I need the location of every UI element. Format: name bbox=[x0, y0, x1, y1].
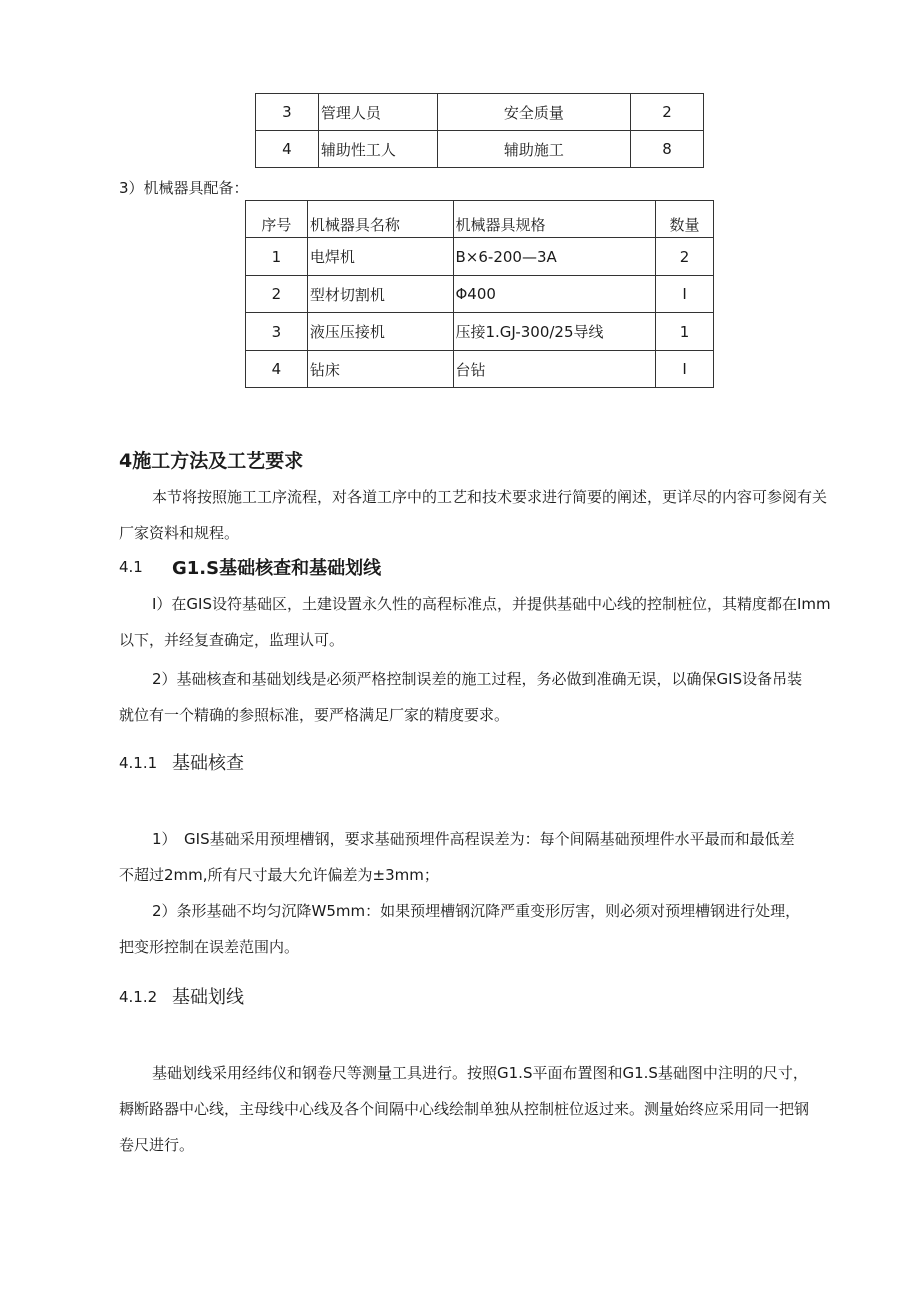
section-4-intro-line2: 厂家资料和规程。 bbox=[119, 524, 240, 542]
section-4-1-2-p1-line3: 卷尺进行。 bbox=[119, 1136, 195, 1154]
section-4-1-1-p1-line2: 不超过2mm,所有尺寸最大允许偏差为±3mm； bbox=[119, 866, 439, 884]
row-duty: 辅助施工 bbox=[437, 131, 631, 168]
table-row bbox=[246, 238, 714, 276]
header-no: 序号 bbox=[246, 201, 308, 238]
header-qty: 数量 bbox=[656, 201, 714, 238]
row-spec: Φ400 bbox=[453, 276, 656, 313]
row-spec: 压接1.GJ-300/25导线 bbox=[453, 313, 656, 351]
staff-table bbox=[255, 93, 704, 168]
row-qty: 1 bbox=[656, 313, 714, 351]
section-4-1-p2-line2: 就位有一个精确的参照标准，要严格满足厂家的精度要求。 bbox=[119, 706, 510, 724]
header-name: 机械器具名称 bbox=[307, 201, 453, 238]
row-role: 管理人员 bbox=[318, 94, 437, 131]
row-duty: 安全质量 bbox=[437, 94, 631, 131]
machine-intro: 3）机械器具配备： bbox=[119, 179, 249, 197]
row-no: 4 bbox=[246, 351, 308, 388]
section-4-1-1-p2-line2: 把变形控制在误差范围内。 bbox=[119, 938, 300, 956]
section-4-1-p1-line2: 以下，并经复查确定，监理认可。 bbox=[119, 631, 345, 649]
row-name: 液压压接机 bbox=[307, 313, 453, 351]
row-no: 2 bbox=[246, 276, 308, 313]
section-4-1-1-title: 基础核查 bbox=[172, 753, 244, 774]
section-4-1-1-p1-line1: 1） GIS基础采用预埋槽钢，要求基础预埋件高程误差为：每个间隔基础预埋件水平最而和最低差 bbox=[152, 830, 795, 848]
row-no: 4 bbox=[256, 131, 319, 168]
row-name: 电焊机 bbox=[307, 238, 453, 276]
row-qty: 2 bbox=[656, 238, 714, 276]
row-count: 2 bbox=[631, 94, 704, 131]
section-4-1-title: G1.S基础核查和基础划线 bbox=[172, 558, 382, 579]
section-4-1-2-p1-line2: 耨断路器中心线，主母线中心线及各个间隔中心线绘制单独从控制桩位返过来。测量始终应采用同一把钢 bbox=[119, 1100, 810, 1118]
machine-table bbox=[245, 200, 714, 388]
table-row bbox=[256, 94, 704, 131]
section-4-1-2-p1-line1: 基础划线采用经纬仪和钢卷尺等测量工具进行。按照G1.S平面布置图和G1.S基础图中注明的尺寸， bbox=[152, 1064, 808, 1082]
table-row bbox=[246, 351, 714, 388]
section-4-1-1-number: 4.1.1 bbox=[119, 754, 158, 772]
section-4-1-p1-line1: I）在GIS设符基础区，土建设置永久性的高程标准点，并提供基础中心线的控制桩位，其精度都在Imm bbox=[152, 595, 831, 613]
header-spec: 机械器具规格 bbox=[453, 201, 656, 238]
section-4-intro-line1: 本节将按照施工工序流程，对各道工序中的工艺和技术要求进行简要的阐述，更详尽的内容可参阅有关 bbox=[152, 488, 828, 506]
section-4-1-number: 4.1 bbox=[119, 558, 143, 576]
row-qty: I bbox=[656, 276, 714, 313]
row-no: 3 bbox=[256, 94, 319, 131]
row-role: 辅助性工人 bbox=[318, 131, 437, 168]
row-name: 型材切割机 bbox=[307, 276, 453, 313]
row-spec: 台钻 bbox=[453, 351, 656, 388]
section-4-1-p2-line1: 2）基础核查和基础划线是必须严格控制误差的施工过程，务必做到准确无误，以确保GIS设备吊装 bbox=[152, 670, 803, 688]
section-4-1-2-title: 基础划线 bbox=[172, 987, 244, 1008]
table-row bbox=[246, 313, 714, 351]
row-no: 1 bbox=[246, 238, 308, 276]
section-4-heading: 4施工方法及工艺要求 bbox=[119, 450, 304, 472]
table-row bbox=[246, 276, 714, 313]
row-qty: I bbox=[656, 351, 714, 388]
section-4-1-2-number: 4.1.2 bbox=[119, 988, 158, 1006]
row-count: 8 bbox=[631, 131, 704, 168]
table-row bbox=[256, 131, 704, 168]
row-name: 钻床 bbox=[307, 351, 453, 388]
section-4-1-1-p2-line1: 2）条形基础不均匀沉降W5mm：如果预埋槽钢沉降严重变形厉害，则必须对预埋槽钢进行处理， bbox=[152, 902, 801, 920]
table-header bbox=[246, 201, 714, 238]
row-spec: B×6-200—3A bbox=[453, 238, 656, 276]
row-no: 3 bbox=[246, 313, 308, 351]
